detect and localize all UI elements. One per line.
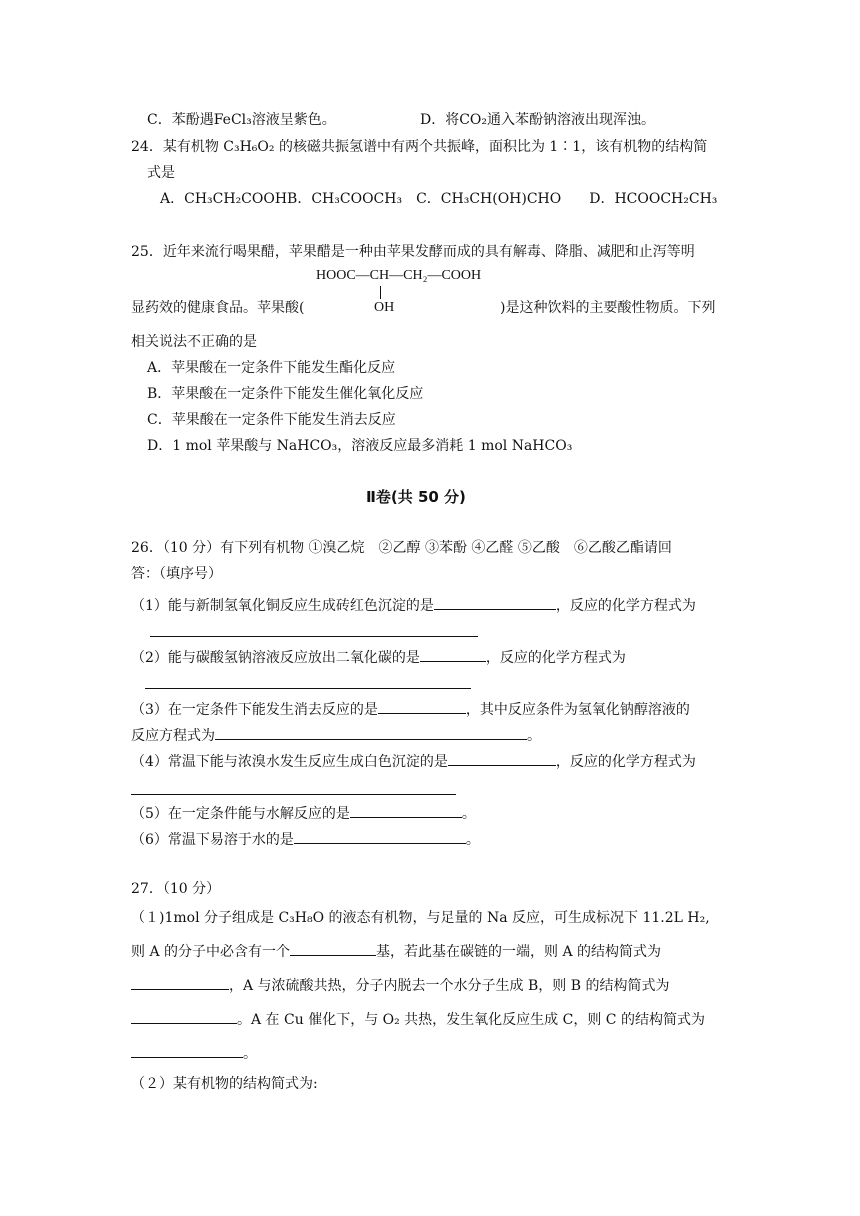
answer-line[interactable] xyxy=(150,636,478,637)
malic-acid-formula-main: HOOC—CH—CH₂—COOH xyxy=(316,268,482,283)
q25-stem-line3: 相关说法不正确的是 xyxy=(131,334,257,350)
q27-part1-line4 xyxy=(131,1008,705,1030)
q27-part1-line3 xyxy=(131,974,670,996)
q25-option-d: D．1 mol 苹果酸与 NaHCO₃，溶液反应最多消耗 1 mol NaHCO₃ xyxy=(147,438,573,454)
q26-part3-line2-text: 反应方程式为 xyxy=(131,728,215,744)
answer-blank[interactable] xyxy=(434,594,556,610)
answer-blank[interactable] xyxy=(448,750,556,766)
q26-part3-tail: ，其中反应条件为氢氧化钠醇溶液的 xyxy=(465,702,690,718)
q27-part2: （２）某有机物的结构简式为: xyxy=(131,1076,318,1092)
q26-part4-text: （4）常温下能与浓溴水发生反应生成白色沉淀的是 xyxy=(131,754,448,770)
q26-part3-end: 。 xyxy=(527,728,541,744)
answer-blank[interactable] xyxy=(290,940,376,956)
q26-part3-line2 xyxy=(131,724,541,746)
q27-part1-line4-text: 。A 在 Cu 催化下，与 O₂ 共热，发生氧化反应生成 C，则 C 的结构简式为 xyxy=(237,1012,705,1028)
q25-option-b: B．苹果酸在一定条件下能发生催化氧化反应 xyxy=(147,386,424,402)
q26-part5-end: 。 xyxy=(461,806,476,822)
q25-stem-line1: 25．近年来流行喝果醋，苹果醋是一种由苹果发酵而成的具有解毒、降脂、减肥和止泻等明 xyxy=(131,244,695,260)
q26-part3-text: （3）在一定条件下能发生消去反应的是 xyxy=(131,702,378,718)
q27-stem: 27．（10 分） xyxy=(131,881,221,897)
q27-part1-line5-end: 。 xyxy=(243,1046,257,1062)
answer-blank[interactable] xyxy=(215,724,527,740)
q26-stem-line1: 26．（10 分）有下列有机物 ①溴乙烷 ②乙醇 ③苯酚 ④乙醛 ⑤乙酸 ⑥乙酸乙酯请回 xyxy=(131,540,672,556)
formula-bond-line xyxy=(380,286,381,299)
q24-options: A．CH₃CH₂COOHB．CH₃COOCH₃ C．CH₃CH(OH)CHO D．HCOOCH₂CH₃ xyxy=(160,191,718,207)
answer-blank[interactable] xyxy=(131,974,229,990)
q26-part2-tail: ，反应的化学方程式为 xyxy=(485,650,626,666)
q27-part1-line2b: 基，若此基在碳链的一端，则 A 的结构简式为 xyxy=(376,944,662,960)
q26-part1-tail: ，反应的化学方程式为 xyxy=(555,598,696,614)
q23-option-c: C．苯酚遇FeCl₃溶液呈紫色。 xyxy=(147,112,336,128)
q26-part4 xyxy=(131,750,696,772)
q27-part1-line5 xyxy=(131,1042,257,1064)
q26-stem-line2: 答：（填序号） xyxy=(131,566,222,582)
malic-acid-formula-oh: OH xyxy=(374,300,395,315)
q23-option-d: D．将CO₂通入苯酚钠溶液出现浑浊。 xyxy=(420,112,656,128)
q25-option-c: C．苹果酸在一定条件下能发生消去反应 xyxy=(147,412,396,428)
q26-part5-text: （5）在一定条件能与水解反应的是 xyxy=(131,806,350,822)
q26-part4-tail: ，反应的化学方程式为 xyxy=(555,754,696,770)
q25-stem-line2-right: )是这种饮料的主要酸性物质。下列 xyxy=(500,300,716,316)
answer-blank[interactable] xyxy=(350,802,462,818)
q26-part6-text: （6）常温下易溶于水的是 xyxy=(131,832,294,848)
section-title: Ⅱ卷(共 50 分) xyxy=(366,488,466,506)
q26-part1-text: （1）能与新制氢氧化铜反应生成砖红色沉淀的是 xyxy=(131,598,434,614)
q24-stem-line2: 式是 xyxy=(147,165,175,181)
q27-part1-line3-text: ，A 与浓硫酸共热，分子内脱去一个水分子生成 B，则 B 的结构简式为 xyxy=(229,978,670,994)
answer-blank[interactable] xyxy=(294,828,466,844)
answer-blank[interactable] xyxy=(378,698,466,714)
q27-part1-line2 xyxy=(131,940,661,962)
q26-part2-text: （2）能与碳酸氢钠溶液反应放出二氧化碳的是 xyxy=(131,650,420,666)
q26-part5 xyxy=(131,802,476,824)
q26-part1 xyxy=(131,594,696,616)
q25-stem-line2-left: 显药效的健康食品。苹果酸( xyxy=(131,300,305,316)
answer-line[interactable] xyxy=(131,794,456,795)
q24-stem-line1: 24．某有机物 C₃H₆O₂ 的核磁共振氢谱中有两个共振峰，面积比为 1∶1，该有机物的结构简 xyxy=(131,139,708,155)
answer-line[interactable] xyxy=(145,688,471,689)
answer-blank[interactable] xyxy=(131,1008,237,1024)
answer-blank[interactable] xyxy=(420,646,486,662)
answer-blank[interactable] xyxy=(131,1042,243,1058)
q26-part6 xyxy=(131,828,480,850)
q27-part1-line2a: 则 A 的分子中必含有一个 xyxy=(131,944,291,960)
q26-part3 xyxy=(131,698,690,720)
q26-part2 xyxy=(131,646,626,668)
q25-option-a: A．苹果酸在一定条件下能发生酯化反应 xyxy=(147,360,396,376)
q26-part6-end: 。 xyxy=(465,832,480,848)
q27-part1-line1: （１)1mol 分子组成是 C₃H₈O 的液态有机物，与足量的 Na 反应，可生成标况下 11.2L H₂, xyxy=(131,910,710,926)
